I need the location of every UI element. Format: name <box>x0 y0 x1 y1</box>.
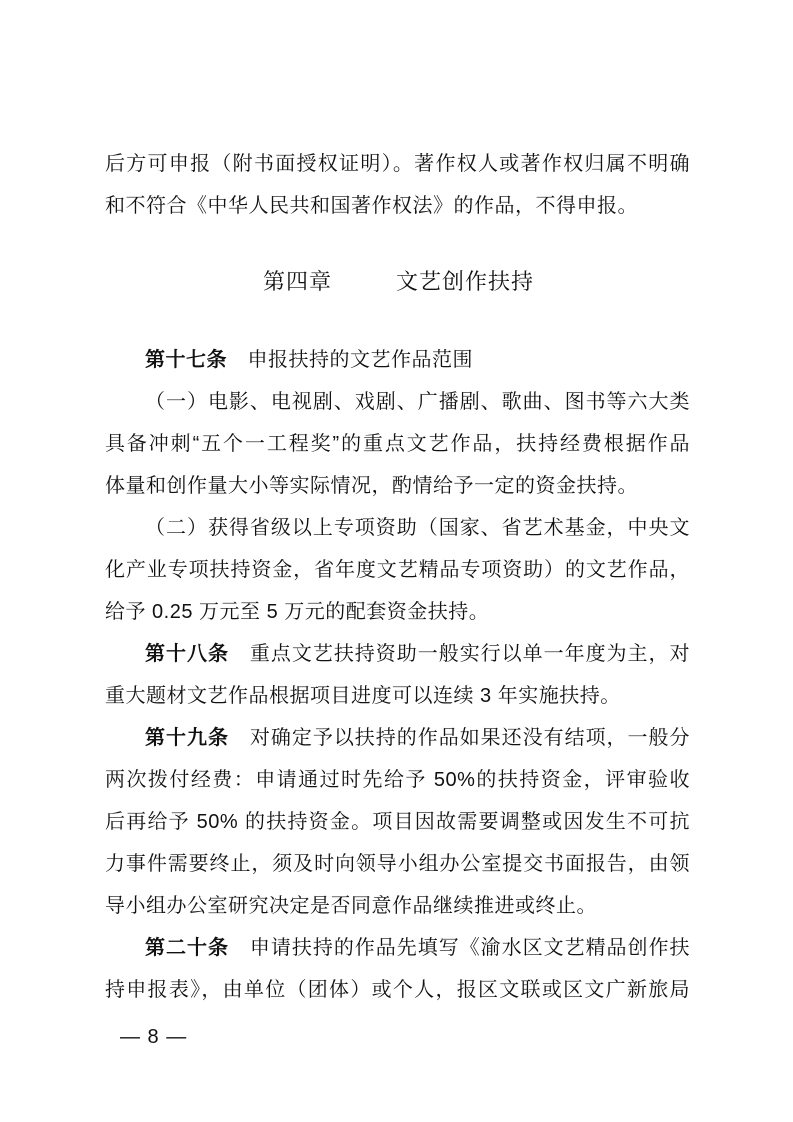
chapter-number: 第四章 <box>263 269 333 294</box>
line-text: 具备冲刺“五个一工程奖”的重点文艺作品，扶持经费根据作品 <box>105 433 690 455</box>
document-line <box>105 633 690 675</box>
document-line <box>105 185 690 227</box>
article-number: 第十八条 <box>145 643 229 665</box>
document-line <box>105 843 690 885</box>
document-line <box>105 465 690 507</box>
document-line <box>105 591 690 633</box>
line-text: 化产业专项扶持资金，省年度文艺精品专项资助）的文艺作品， <box>105 559 690 581</box>
line-text: 重大题材文艺作品根据项目进度可以连续 3 年实施扶持。 <box>105 685 621 707</box>
document-line <box>105 675 690 717</box>
line-text: 导小组办公室研究决定是否同意作品继续推进或终止。 <box>105 895 597 917</box>
chapter-heading <box>263 261 690 303</box>
document-line <box>105 927 690 969</box>
document-line <box>105 507 690 549</box>
line-text: （一）电影、电视剧、戏剧、广播剧、歌曲、图书等六大类 <box>145 391 690 413</box>
page-number: — 8 — <box>120 1026 188 1048</box>
line-text: 体量和创作量大小等实际情况，酌情给予一定的资金扶持。 <box>105 475 638 497</box>
document-line <box>105 549 690 591</box>
line-text: 持申报表》，由单位（团体）或个人，报区文联或区文广新旅局 <box>105 979 690 1001</box>
document-line <box>105 885 690 927</box>
line-text: 申请扶持的作品先填写《渝水区文艺精品创作扶 <box>228 937 691 959</box>
article-number: 第二十条 <box>145 937 229 959</box>
line-text: 申报扶持的文艺作品范围 <box>227 349 473 371</box>
article-number: 第十九条 <box>145 727 229 749</box>
document-line <box>105 801 690 843</box>
document-line <box>105 423 690 465</box>
line-text: （二）获得省级以上专项资助（国家、省艺术基金，中央文 <box>145 517 690 539</box>
document-line <box>105 381 690 423</box>
document-line <box>105 969 690 1011</box>
article-number: 第十七条 <box>145 349 227 371</box>
line-text: 力事件需要终止，须及时向领导小组办公室提交书面报告，由领 <box>105 853 690 875</box>
line-text: 重点文艺扶持资助一般实行以单一年度为主，对 <box>228 643 691 665</box>
line-text: 后再给予 50% 的扶持资金。项目因故需要调整或因发生不可抗 <box>105 811 690 833</box>
line-text: 两次拨付经费：申请通过时先给予 50%的扶持资金，评审验收 <box>105 769 690 791</box>
line-text: 后方可申报（附书面授权证明）。著作权人或著作权归属不明确 <box>105 153 690 175</box>
document-line <box>105 717 690 759</box>
line-text: 对确定予以扶持的作品如果还没有结项，一般分 <box>228 727 691 749</box>
chapter-title: 文艺创作扶持 <box>396 269 535 294</box>
line-text: 给予 0.25 万元至 5 万元的配套资金扶持。 <box>105 601 490 623</box>
document-body <box>105 143 690 1011</box>
document-line <box>105 759 690 801</box>
document-line <box>105 339 690 381</box>
line-text: 和不符合《中华人民共和国著作权法》的作品，不得申报。 <box>105 195 638 217</box>
document-line <box>105 143 690 185</box>
